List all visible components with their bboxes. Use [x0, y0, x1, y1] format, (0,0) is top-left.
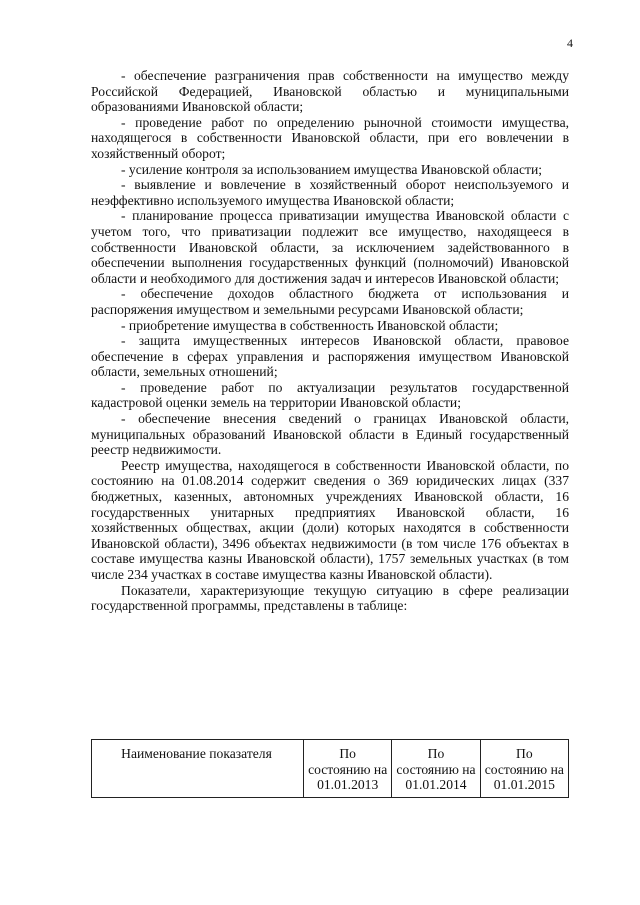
list-item-privatization: - планирование процесса приватизации имущества Ивановской области с учетом того, что приватизации подлежит все имущество, находящееся в собственности Ивановской области, за исключением задействованного в обеспечении выполнения государственных функций (полномочий) Ивановской области и необходимого для достижения задач и интересов Ивановской области;	[91, 208, 569, 286]
indicators-intro-paragraph: Показатели, характеризующие текущую ситуацию в сфере реализации государственной программы, представлены в таблице:	[91, 582, 569, 614]
list-item-control: - усиление контроля за использованием имущества Ивановской области;	[121, 161, 542, 177]
list-item-acquisition: - приобретение имущества в собственность Ивановской области;	[121, 317, 499, 333]
list-item-protection: - защита имущественных интересов Ивановской области, правовое обеспечение в сферах управления и распоряжения имуществом Ивановской области, земельных отношений;	[91, 333, 569, 380]
list-item-cadastral: - проведение работ по актуализации результатов государственной кадастровой оценки земель на территории Ивановской области;	[91, 379, 569, 411]
page-number: 4	[567, 36, 573, 50]
column-header-2014: По состоянию на 01.01.2014	[392, 740, 480, 798]
registry-paragraph: Реестр имущества, находящегося в собственности Ивановской области, по состоянию на 01.08.2014 содержит сведения о 369 юридических лицах (337 бюджетных, казенных, автономных учреждениях Ивановской области, 16 государственных унитарных предприятиях Ивановской области, 16 хозяйственных обществах, акции (доли) которых находятся в собственности Ивановской области), 3496 объектах недвижимости (в том числе 176 объектах в составе имущества казны Ивановской области), 1757 земельных участках (в том числе 234 участках в составе имущества казны Ивановской области).	[91, 457, 569, 582]
document-body	[91, 68, 569, 614]
list-item-borders: - обеспечение внесения сведений о границах Ивановской области, муниципальных образований Ивановской области в Единый государственный реестр недвижимости.	[91, 411, 569, 458]
list-item-valuation: - проведение работ по определению рыночной стоимости имущества, находящегося в собственности Ивановской области, при его вовлечении в хозяйственный оборот;	[91, 114, 569, 161]
indicators-table	[91, 739, 569, 798]
table-header-row	[92, 740, 569, 798]
column-header-2013: По состоянию на 01.01.2013	[304, 740, 392, 798]
list-item-budget-revenue: - обеспечение доходов областного бюджета от использования и распоряжения имуществом и земельными ресурсами Ивановской области;	[91, 286, 569, 317]
column-header-2015: По состоянию на 01.01.2015	[480, 740, 568, 798]
column-header-indicator: Наименование показателя	[92, 740, 304, 798]
list-item-delimitation: - обеспечение разграничения прав собственности на имущество между Российской Федерацией, Ивановской областью и муниципальными образованиями Ивановской области;	[91, 68, 569, 115]
list-item-unused-property: - выявление и вовлечение в хозяйственный оборот неиспользуемого и неэффективно используемого имущества Ивановской области;	[91, 177, 569, 208]
